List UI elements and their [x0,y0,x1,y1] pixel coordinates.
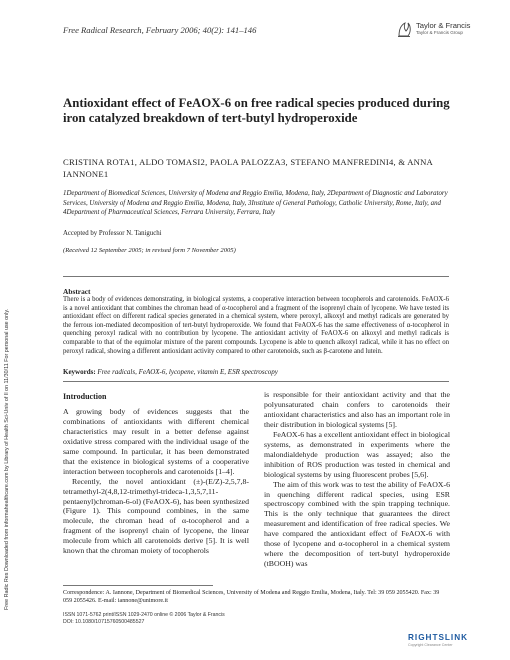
author-affiliations: 1Department of Biomedical Sciences, University of Modena and Reggio Emilia, Modena, Italy, 2Department of Diagnostic and Laboratory Services, University of Modena and Reggio Emilia, Modena, Italy, 3Institute of General Pathology, Catholic University, Rome, Italy, and 4Department of Pharmaceutical Sciences, Ferrara University, Ferrara, Italy [63,190,448,217]
keywords [63,368,449,376]
received-dates: (Received 12 September 2005; in revised form 7 November 2005) [63,247,236,254]
doi-line: DOI: 10.1080/10715760500485527 [63,619,145,626]
download-notice: Free Radic Res Downloaded from informahealthcare.com by Library of Health Sci-Univ of Il on 11/30/11 For personal use only. [4,308,10,610]
issn-info [63,612,225,627]
paragraph: The aim of this work was to test the ability of FeAOX-6 in quenching different radical species, using ESR spectroscopy combined with the spin trapping technique. This is the only technique that guarantees the direct measurement and identification of free radical species. We have compared the antioxidant effect of FeAOX-6 with those of lycopene and α-tocopherol in a chemical system where the decomposition of tert-butyl hydroperoxide (tBOOH) was [264,479,450,569]
keywords-label: Keywords: [63,368,96,376]
abstract-heading: Abstract [63,287,91,296]
article-title: Antioxidant effect of FeAOX-6 on free radical species produced during iron catalyzed breakdown of tert-butyl hydroperoxide [63,96,450,125]
publisher-name: Taylor & Francis [416,21,471,30]
rightslink-subtitle: Copyright Clearance Center [408,643,453,647]
journal-citation: Free Radical Research, February 2006; 40(2): 141–146 [63,25,257,35]
author-list: CRISTINA ROTA1, ALDO TOMASI2, PAOLA PALOZZA3, STEFANO MANFREDINI4, & ANNA IANNONE1 [63,157,433,179]
paragraph: is responsible for their antioxidant activity and that the polyunsaturated chain confers to carotenoids their antioxidant characteristics and also has an important role in their distribution in biological systems [5]. [264,390,450,429]
issn-line: ISSN 1071-5762 print/ISSN 1029-2470 online © 2006 Taylor & Francis [63,612,225,618]
footnote-divider [63,585,213,586]
taylor-francis-logo-icon [396,20,412,38]
introduction-heading: Introduction [63,392,107,401]
publisher-logo [396,20,470,38]
column-right [264,390,450,569]
paragraph: FeAOX-6 has a excellent antioxidant effect in biological systems, as demonstrated in experiments where the malondialdehyde production was assayed; also the inhibition of ROS production was tested in chemical and biological systems by using fluorescent probes [5,6]. [264,429,450,479]
divider-bottom [63,381,449,382]
abstract-text: There is a body of evidences demonstrating, in biological systems, a cooperative interaction between tocopherols and carotenoids. FeAOX-6 is a novel antioxidant that combines the chroman head of α-tocopherol and a fragment of the isoprenyl chain of lycopene. We have tested its antioxidant effect on different radical species generated in a chemical system, where peroxyl, alkoxyl and methyl radicals are generated by the ferrous ion-mediated decomposition of tert-butyl hydroperoxide. We found that FeAOX-6 has the same effectiveness of α-tocopherol in quenching peroxyl radical with no contribution by lycopene. The antioxidant activity of FeAOX-6 on alkoxyl and methyl radicals is comparable to that of the equimolar mixture of the parent compounds. Lycopene is able to quench alkoxyl radical, while it has no effect on peroxyl radical, showing a different antioxidant activity compared to other carotenoids, such as β-carotene and lutein. [63,296,449,355]
correspondence-footnote: Correspondence: A. Iannone, Department of Biomedical Sciences, University of Modena and Reggio Emilia, Modena, Italy. Tel: 39 059 2055420. Fax: 39 059 2055426. E-mail: iannone@unimore.it [63,590,440,604]
divider-top [63,276,449,277]
keywords-text: Free radicals, FeAOX-6, lycopene, vitamin E, ESR spectroscopy [97,368,278,376]
paragraph: A growing body of evidences suggests that the combinations of antioxidants with different chemical characteristics may result in a better defense against oxidative stress compared with the individual usage of the same compound. In particular, it has been demonstrated that the existence in biological systems of a cooperative interaction between tocopherols and carotenoids [1–4]. [63,406,249,476]
rightslink-logo: RIGHTSLINK [408,633,469,642]
column-left [63,392,249,556]
accepted-by: Accepted by Professor N. Taniguchi [63,230,162,237]
publisher-group: Taylor & Francis Group [416,30,463,35]
paragraph: Recently, the novel antioxidant (±)-(E/Z)-2,5,7,8-tetramethyl-2(4,8,12-trimethyl-trideca-1,3,5,7,11-pentaenyl)chroman-6-ol) (FeAOX-6), has been synthesized (Figure 1). This compound combines, in the same molecule, the chroman head of α-tocopherol and a fragment of the isoprenyl chain of lycopene, the linear molecule from which all carotenoids derive [5]. It is well known that the chroman moiety of tocopherols [63,476,249,556]
